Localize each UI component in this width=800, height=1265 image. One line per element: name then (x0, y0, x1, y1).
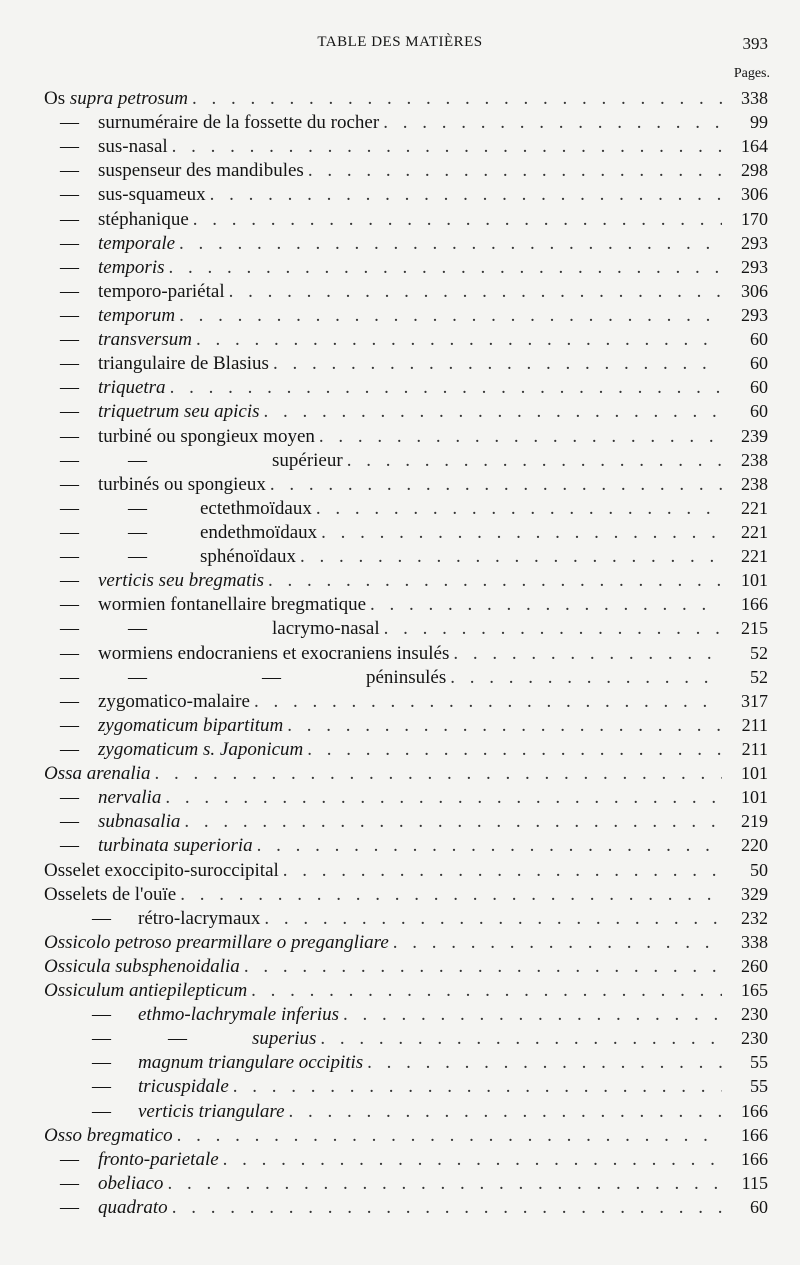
index-entry (44, 737, 768, 761)
entry-text (44, 328, 192, 352)
entry-term: tricuspidale (138, 1076, 229, 1098)
index-entry (44, 158, 768, 182)
index-entry (44, 1074, 768, 1098)
entry-term: suspenseur des mandibules (98, 160, 304, 182)
leader-dots (264, 400, 723, 424)
leader-dots (179, 304, 722, 328)
entry-term: obeliaco (98, 1172, 164, 1194)
entry-page-number: 230 (741, 1004, 768, 1025)
entry-text (44, 907, 260, 931)
entry-page-number: 221 (741, 521, 768, 542)
index-entry (44, 496, 768, 520)
ditto-dash: — (60, 353, 79, 375)
entry-text (44, 1003, 339, 1027)
leader-dots (165, 786, 722, 810)
entry-term: endethmoïdaux (200, 521, 318, 543)
entry-page-number: 329 (741, 883, 768, 904)
leader-dots (367, 1051, 722, 1075)
entry-term: lacrymo-nasal (272, 618, 380, 640)
index-entry (44, 182, 768, 206)
entry-text (44, 883, 176, 907)
ditto-dash: — (92, 1004, 111, 1026)
entry-text (44, 1124, 173, 1148)
index-entry (44, 207, 768, 231)
entry-text (44, 593, 366, 617)
ditto-dash: — (60, 835, 79, 857)
entry-page-number: 60 (750, 377, 768, 398)
leader-dots (154, 762, 722, 786)
leader-dots (251, 979, 722, 1003)
entry-term: temporis (98, 256, 165, 278)
entry-text (44, 859, 279, 883)
leader-dots (319, 425, 722, 449)
index-entry (44, 1123, 768, 1147)
index-entry (44, 978, 768, 1002)
entry-text (44, 690, 250, 714)
entry-term: zygomaticum bipartitum (98, 714, 284, 736)
index-entry (44, 1147, 768, 1171)
entry-text (44, 449, 343, 473)
entry-page-number: 101 (741, 570, 768, 591)
leader-dots (450, 666, 722, 690)
entry-term: triquetrum seu apicis (98, 401, 260, 423)
entry-text (44, 473, 266, 497)
ditto-dash: — (128, 521, 147, 543)
index-entry (44, 1050, 768, 1074)
index-entry (44, 906, 768, 930)
ditto-dash: — (60, 136, 79, 158)
entry-page-number: 52 (750, 666, 768, 687)
entry-page-number: 55 (750, 1052, 768, 1073)
leader-dots (308, 159, 722, 183)
entry-term: wormiens endocraniens et exocraniens insulés (98, 642, 450, 664)
ditto-dash: — (60, 1197, 79, 1219)
entry-page-number: 211 (741, 738, 768, 759)
entry-page-number: 170 (741, 208, 768, 229)
entry-term: turbiné ou spongieux moyen (98, 425, 315, 447)
ditto-dash: — (92, 1052, 111, 1074)
index-entry (44, 399, 768, 423)
index-entry (44, 327, 768, 351)
leader-dots (283, 859, 722, 883)
entry-text (44, 1196, 168, 1220)
entry-page-number: 60 (750, 353, 768, 374)
entry-text (44, 304, 175, 328)
entry-term: quadrato (98, 1197, 168, 1219)
entry-text (44, 834, 253, 858)
index-entry (44, 785, 768, 809)
ditto-dash: — (128, 546, 147, 568)
ditto-dash: — (92, 1028, 111, 1050)
ditto-dash: — (60, 570, 79, 592)
entry-page-number: 230 (741, 1028, 768, 1049)
index-entry (44, 279, 768, 303)
entry-text (44, 545, 296, 569)
leader-dots (177, 1124, 722, 1148)
leader-dots (287, 714, 722, 738)
entry-page-number: 239 (741, 425, 768, 446)
entry-text (44, 642, 449, 666)
ditto-dash: — (60, 1148, 79, 1170)
leader-dots (289, 1100, 722, 1124)
entry-term: sus-nasal (98, 136, 168, 158)
entry-term: triangulaire de Blasius (98, 353, 269, 375)
leader-dots (196, 328, 722, 352)
entry-page-number: 166 (741, 1100, 768, 1121)
index-entry (44, 110, 768, 134)
leader-dots (170, 376, 722, 400)
entry-term: magnum triangulare occipitis (138, 1052, 364, 1074)
leader-dots (192, 87, 722, 111)
index-entry (44, 616, 768, 640)
entry-text (44, 135, 168, 159)
entry-page-number: 238 (741, 473, 768, 494)
entry-text (44, 738, 303, 762)
entry-term: Os (44, 88, 70, 109)
index-entry (44, 520, 768, 544)
index-entry (44, 303, 768, 327)
entry-text (44, 1148, 219, 1172)
leader-dots (172, 135, 722, 159)
entry-term: ectethmoïdaux (200, 497, 312, 519)
leader-dots (254, 690, 722, 714)
entry-term: Osselets de l'ouïe (44, 883, 177, 905)
ditto-dash: — (60, 690, 79, 712)
entry-text (44, 376, 166, 400)
entry-page-number: 60 (750, 329, 768, 350)
leader-dots (229, 280, 722, 304)
index-entries (44, 86, 768, 1219)
ditto-dash: — (92, 907, 111, 929)
ditto-dash: — (60, 714, 79, 736)
ditto-dash: — (60, 546, 79, 568)
entry-text (44, 1051, 363, 1075)
index-entry (44, 1099, 768, 1123)
leader-dots (169, 256, 723, 280)
entry-term: rétro-lacrymaux (138, 907, 261, 929)
entry-text (44, 931, 389, 955)
ditto-dash: — (128, 449, 147, 471)
entry-page-number: 260 (741, 955, 768, 976)
index-entry (44, 544, 768, 568)
entry-page-number: 166 (741, 1124, 768, 1145)
index-entry (44, 1195, 768, 1219)
index-entry (44, 351, 768, 375)
entry-page-number: 338 (741, 88, 768, 108)
leader-dots (179, 232, 722, 256)
entry-term: triquetra (98, 377, 166, 399)
leader-dots (233, 1075, 722, 1099)
entry-page-number: 50 (750, 859, 768, 880)
page-number: 393 (742, 34, 768, 53)
index-entry (44, 592, 768, 616)
entry-page-number: 317 (741, 690, 768, 711)
entry-term: péninsulés (366, 666, 447, 688)
entry-text (44, 497, 312, 521)
entry-term: supérieur (272, 449, 343, 471)
entry-page-number: 99 (750, 112, 768, 133)
index-entry (44, 255, 768, 279)
entry-term: superius (252, 1028, 317, 1050)
entry-term: Osselet exoccipito-suroccipital (44, 859, 279, 881)
index-entry (44, 448, 768, 472)
leader-dots (343, 1003, 722, 1027)
entry-text (44, 617, 380, 641)
entry-text (44, 183, 206, 207)
entry-text (44, 400, 260, 424)
ditto-dash: — (60, 1172, 79, 1194)
entry-text (44, 159, 304, 183)
entry-term: sus-squameux (98, 184, 206, 206)
entry-term: subnasalia (98, 811, 181, 833)
index-entry (44, 86, 768, 110)
entry-text (44, 1027, 316, 1051)
index-entry (44, 882, 768, 906)
leader-dots (347, 449, 722, 473)
entry-page-number: 164 (741, 136, 768, 157)
entry-term: zygomaticum s. Japonicum (98, 738, 304, 760)
leader-dots (270, 473, 722, 497)
entry-page-number: 215 (741, 618, 768, 639)
pages-column-label: Pages. (733, 66, 770, 81)
index-entry (44, 424, 768, 448)
entry-page-number: 115 (741, 1172, 768, 1193)
ditto-dash: — (60, 184, 79, 206)
entry-page-number: 221 (741, 546, 768, 567)
index-entry (44, 665, 768, 689)
index-entry (44, 568, 768, 592)
index-entry (44, 1026, 768, 1050)
entry-text (44, 87, 188, 111)
index-entry (44, 858, 768, 882)
entry-term: Ossicolo petroso prearmillare o pregangliare (44, 931, 389, 953)
entry-text (44, 666, 446, 690)
entry-text (44, 256, 165, 280)
entry-term: stéphanique (98, 208, 189, 230)
ditto-dash: — (60, 618, 79, 640)
ditto-dash: — (60, 738, 79, 760)
leader-dots (316, 497, 722, 521)
ditto-dash: — (60, 329, 79, 351)
ditto-dash: — (60, 304, 79, 326)
ditto-dash: — (60, 401, 79, 423)
ditto-dash: — (92, 1076, 111, 1098)
index-entry (44, 954, 768, 978)
ditto-dash: — (60, 473, 79, 495)
leader-dots (193, 208, 722, 232)
leader-dots (383, 111, 722, 135)
entry-text (44, 786, 161, 810)
entry-page-number: 101 (741, 763, 768, 784)
ditto-dash: — (60, 594, 79, 616)
ditto-dash: — (60, 811, 79, 833)
entry-text (44, 111, 379, 135)
entry-page-number: 298 (741, 160, 768, 181)
ditto-dash: — (262, 666, 281, 688)
entry-term: Ossiculum antiepilepticum (44, 980, 248, 1002)
entry-term: temporo-pariétal (98, 280, 225, 302)
entry-page-number: 166 (741, 594, 768, 615)
entry-term: temporum (98, 304, 176, 326)
ditto-dash: — (60, 160, 79, 182)
entry-text (44, 979, 247, 1003)
entry-text (44, 521, 317, 545)
ditto-dash: — (128, 497, 147, 519)
entry-term: wormien fontanellaire bregmatique (98, 594, 367, 616)
leader-dots (320, 1027, 722, 1051)
leader-dots (257, 834, 722, 858)
leader-dots (210, 183, 722, 207)
index-entry (44, 641, 768, 665)
entry-text (44, 208, 189, 232)
ditto-dash: — (60, 666, 79, 688)
ditto-dash: — (60, 256, 79, 278)
entry-page-number: 293 (741, 304, 768, 325)
entry-page-number: 101 (741, 787, 768, 808)
ditto-dash: — (60, 232, 79, 254)
index-entry (44, 1171, 768, 1195)
entry-term: fronto-parietale (98, 1148, 219, 1170)
leader-dots (180, 883, 722, 907)
entry-text (44, 714, 283, 738)
leader-dots (268, 569, 722, 593)
index-entry (44, 761, 768, 785)
leader-dots (264, 907, 722, 931)
entry-term: verticis seu bregmatis (98, 570, 265, 592)
ditto-dash: — (60, 208, 79, 230)
ditto-dash: — (128, 618, 147, 640)
entry-text (44, 1100, 285, 1124)
index-entry (44, 833, 768, 857)
entry-term: verticis triangulare (138, 1100, 285, 1122)
entry-term: Ossa arenalia (44, 763, 151, 785)
index-entry (44, 1002, 768, 1026)
leader-dots (307, 738, 722, 762)
ditto-dash: — (168, 1028, 187, 1050)
index-entry (44, 713, 768, 737)
ditto-dash: — (60, 787, 79, 809)
entry-page-number: 338 (741, 931, 768, 952)
ditto-dash: — (60, 521, 79, 543)
leader-dots (300, 545, 722, 569)
entry-text (44, 425, 315, 449)
ditto-dash: — (60, 425, 79, 447)
entry-page-number: 220 (741, 835, 768, 856)
entry-page-number: 60 (750, 401, 768, 422)
ditto-dash: — (60, 377, 79, 399)
entry-page-number: 52 (750, 642, 768, 663)
entry-term: turbinata superioria (98, 835, 253, 857)
ditto-dash: — (128, 666, 147, 688)
ditto-dash: — (60, 497, 79, 519)
leader-dots (184, 810, 722, 834)
index-entry (44, 809, 768, 833)
entry-page-number: 232 (741, 907, 768, 928)
entry-text (44, 352, 269, 376)
leader-dots (453, 642, 722, 666)
leader-dots (244, 955, 722, 979)
entry-page-number: 165 (741, 980, 768, 1001)
entry-term: nervalia (98, 787, 162, 809)
entry-term: Osso bregmatico (44, 1124, 173, 1146)
ditto-dash: — (60, 112, 79, 134)
entry-term: surnuméraire de la fossette du rocher (98, 112, 380, 134)
index-entry (44, 375, 768, 399)
entry-page-number: 221 (741, 497, 768, 518)
running-head: TABLE DES MATIÈRES (317, 34, 483, 50)
entry-page-number: 293 (741, 232, 768, 253)
index-entry (44, 689, 768, 713)
entry-page-number: 306 (741, 280, 768, 301)
entry-text (44, 1075, 229, 1099)
entry-text (44, 810, 180, 834)
entry-term: sphénoïdaux (200, 546, 297, 568)
leader-dots (384, 617, 722, 641)
index-entry (44, 472, 768, 496)
entry-page-number: 55 (750, 1076, 768, 1097)
ditto-dash: — (60, 642, 79, 664)
index-entry (44, 231, 768, 255)
entry-term: transversum (98, 329, 192, 351)
leader-dots (321, 521, 722, 545)
entry-text (44, 232, 175, 256)
entry-term: ethmo-lachrymale inferius (138, 1004, 340, 1026)
index-entry (44, 930, 768, 954)
leader-dots (172, 1196, 722, 1220)
entry-page-number: 60 (750, 1197, 768, 1218)
entry-term: Ossicula subsphenoidalia (44, 955, 240, 977)
entry-term: zygomatico-malaire (98, 690, 250, 712)
leader-dots (273, 352, 722, 376)
entry-page-number: 238 (741, 449, 768, 470)
entry-text (44, 762, 150, 786)
leader-dots (167, 1172, 722, 1196)
entry-page-number: 166 (741, 1148, 768, 1169)
ditto-dash: — (60, 280, 79, 302)
entry-term: temporale (98, 232, 176, 254)
entry-text (44, 569, 264, 593)
entry-term: turbinés ou spongieux (98, 473, 266, 495)
entry-page-number: 219 (741, 811, 768, 832)
entry-text (44, 955, 240, 979)
entry-text (44, 280, 225, 304)
entry-page-number: 306 (741, 184, 768, 205)
ditto-dash: — (92, 1100, 111, 1122)
leader-dots (393, 931, 722, 955)
entry-term: supra petrosum (69, 88, 188, 109)
entry-page-number: 293 (741, 256, 768, 277)
index-entry (44, 134, 768, 158)
leader-dots (370, 593, 722, 617)
entry-page-number: 211 (741, 714, 768, 735)
entry-text (44, 1172, 163, 1196)
leader-dots (223, 1148, 722, 1172)
ditto-dash: — (60, 449, 79, 471)
